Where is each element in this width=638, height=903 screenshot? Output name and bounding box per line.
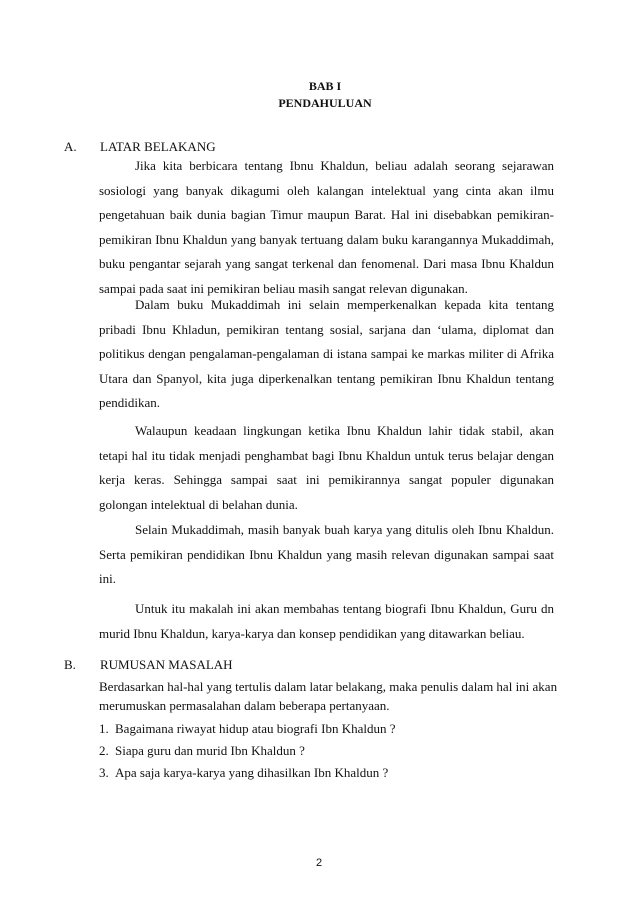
chapter-title: PENDAHULUAN	[278, 96, 372, 110]
section-b-heading	[64, 657, 233, 673]
background-paragraph-5: Untuk itu makalah ini akan membahas tentang biografi Ibnu Khaldun, Guru dn murid Ibnu Khaldun, karya-karya dan konsep pendidikan yang ditawarkan beliau.	[99, 601, 554, 641]
section-a-title: LATAR BELAKANG	[100, 139, 216, 154]
background-paragraph-1: Jika kita berbicara tentang Ibnu Khaldun, beliau adalah seorang sejarawan sosiologi yang banyak dikagumi oleh kalangan intelektual yang cinta akan ilmu pengetahuan baik dunia bagian Timur maupun Barat. Hal ini disebabkan pemikiran-pemikiran Ibnu Khaldun yang banyak tertuang dalam buku karangannya Mukaddimah, buku pengantar sejarah yang sangat terkenal dan fenomenal. Dari masa Ibnu Khaldun sampai pada saat ini pemikiran beliau masih sangat relevan digunakan.	[99, 158, 554, 296]
list-item: 3. Apa saja karya-karya yang dihasilkan Ibn Khaldun ?	[99, 765, 389, 780]
list-item: 1. Bagaimana riwayat hidup atau biografi Ibn Khaldun ?	[99, 721, 396, 736]
background-paragraph-3: Walaupun keadaan lingkungan ketika Ibnu Khaldun lahir tidak stabil, akan tetapi hal itu tidak menjadi penghambat bagi Ibnu Khaldun untuk terus belajar dengan kerja keras. Sehingga sampai saat ini pemikirannya sangat populer digunakan golongan intelektual di belahan dunia.	[99, 423, 554, 512]
list-item: 2. Siapa guru dan murid Ibn Khaldun ?	[99, 743, 305, 758]
page-number: 2	[315, 857, 323, 869]
chapter-number: BAB I	[308, 79, 342, 93]
background-paragraph-4: Selain Mukaddimah, masih banyak buah karya yang ditulis oleh Ibnu Khaldun. Serta pemikiran pendidikan Ibnu Khaldun yang masih relevan digunakan sampai saat ini.	[99, 522, 554, 586]
background-paragraph-2: Dalam buku Mukaddimah ini selain memperkenalkan kepada kita tentang pribadi Ibnu Khladun, pemikiran tentang sosial, sarjana dan ‘ulama, diplomat dan politikus dengan pengalaman-pengalaman di istana sampai ke markas militer di Afrika Utara dan Spanyol, kita juga diperkenalkan tentang pemikiran Ibnu Khaldun tentang pendidikan.	[99, 297, 554, 410]
question-list	[99, 718, 396, 784]
section-b-title: RUMUSAN MASALAH	[100, 657, 233, 672]
section-a-heading	[64, 139, 216, 155]
section-b-letter: B.	[64, 657, 76, 672]
section-a-letter: A.	[64, 139, 77, 154]
problem-intro: Berdasarkan hal-hal yang tertulis dalam latar belakang, maka penulis dalam hal ini akan merumuskan permasalahan dalam beberapa pertanyaan.	[99, 679, 558, 713]
